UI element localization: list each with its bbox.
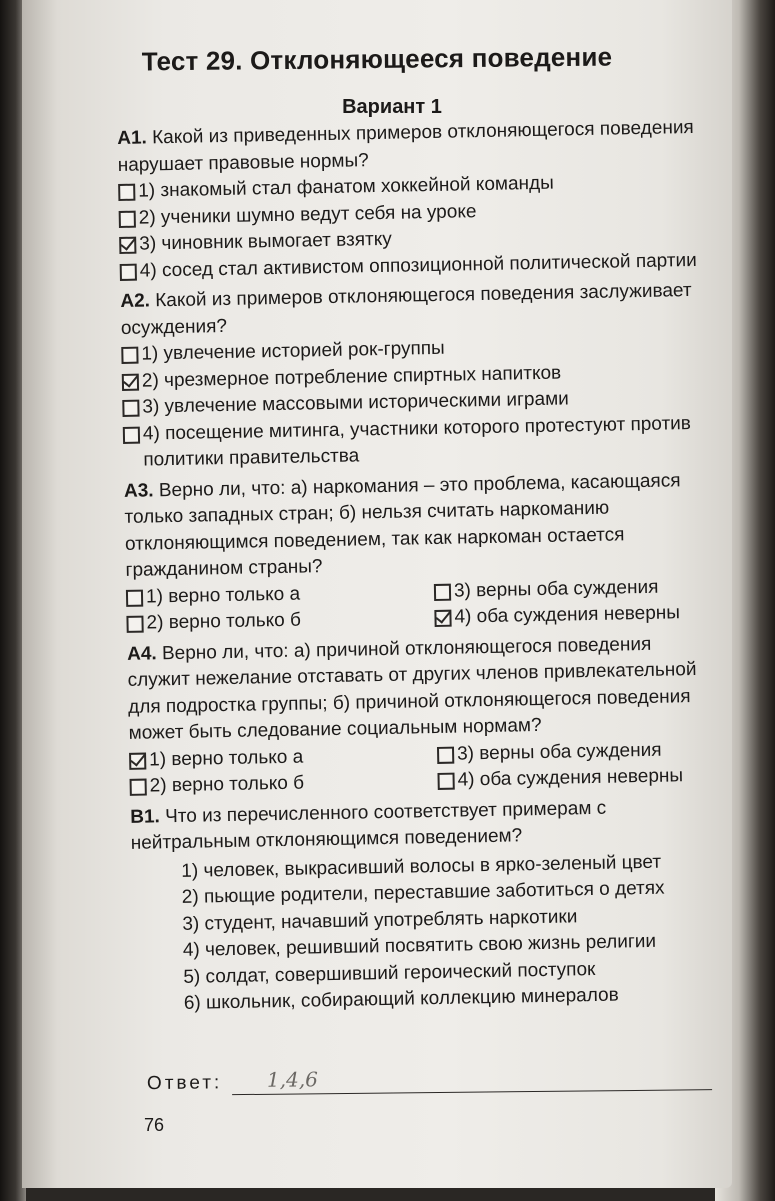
book-page <box>22 0 732 1188</box>
question-b1 <box>130 793 724 1018</box>
option-3[interactable]: 3) верны оба суждения <box>437 736 707 768</box>
checkbox[interactable] <box>437 773 454 790</box>
question-text: Какой из примеров отклоняющегося поведения заслуживает осуждения? <box>120 280 692 339</box>
checkbox[interactable] <box>434 583 451 600</box>
option-2[interactable]: 2) верно только б <box>126 605 426 637</box>
variant-heading: Вариант 1 <box>342 96 442 118</box>
checkbox[interactable] <box>437 746 454 763</box>
options-grid <box>126 573 717 637</box>
list-item: 4) человек, решивший посвятить свою жизнь религии <box>182 930 657 961</box>
option-4[interactable]: 4) посещение митинга, участники которого протестуют против политики правительства <box>123 410 714 474</box>
option-4[interactable]: 4) оба суждения неверны <box>437 763 707 795</box>
checkbox-checked[interactable] <box>129 752 146 769</box>
list-item: 5) солдат, совершивший героический поступок <box>183 958 596 988</box>
question-number: А4. <box>126 642 157 665</box>
list-item: 1) человек, выкрасивший волосы в ярко-зеленый цвет <box>181 851 662 882</box>
question-a1 <box>117 115 710 285</box>
checkbox[interactable] <box>118 184 135 201</box>
options-grid <box>129 736 720 800</box>
options-list <box>121 331 713 475</box>
checkbox[interactable] <box>121 347 138 364</box>
question-a3 <box>124 467 717 637</box>
question-number: А2. <box>120 290 151 312</box>
option-2[interactable]: 2) верно только б <box>129 768 429 800</box>
question-number: А3. <box>123 479 154 502</box>
option-2[interactable]: 2) ученики шумно ведут себя на уроке <box>119 194 709 232</box>
option-1[interactable]: 1) верно только а <box>126 579 426 611</box>
list-item: 3) студент, начавший употреблять наркотики <box>182 905 578 935</box>
option-3[interactable]: 3) увлечение массовыми историческими играми <box>122 384 712 422</box>
option-1[interactable]: 1) верно только а <box>129 742 429 774</box>
question-text: Что из перечисленного соответствует примерам с нейтральным отклоняющимся поведением? <box>130 797 607 854</box>
question-a4 <box>127 630 720 800</box>
option-4[interactable]: 4) сосед стал активистом оппозиционной политической партии <box>120 247 710 285</box>
option-3[interactable]: 3) верны оба суждения <box>434 573 704 605</box>
test-title: Тест 29. Отклоняющееся поведение <box>141 41 613 77</box>
question-number: А1. <box>117 127 148 149</box>
question-text: Верно ли, что: а) причиной отклоняющегося поведения служит нежелание отставать от других членов привлекательной для подростка группы; б) причиной отклоняющегося поведения может быть следование социальным нормам? <box>127 633 697 744</box>
option-3[interactable]: 3) чиновник вымогает взятку <box>119 221 709 259</box>
checkbox-checked[interactable] <box>122 373 139 390</box>
checkbox-checked[interactable] <box>434 610 451 627</box>
question-text: Какой из приведенных примеров отклоняющегося поведения нарушает правовые нормы? <box>117 116 694 176</box>
answer-label: Ответ: <box>146 1072 223 1095</box>
checkbox[interactable] <box>126 589 143 606</box>
checkbox[interactable] <box>120 263 137 280</box>
option-1[interactable]: 1) увлечение историей рок-группы <box>121 331 711 369</box>
checkbox-checked[interactable] <box>119 237 136 254</box>
checkbox[interactable] <box>119 210 136 227</box>
option-4[interactable]: 4) оба суждения неверны <box>434 600 704 632</box>
option-2[interactable]: 2) чрезмерное потребление спиртных напитков <box>122 357 712 395</box>
options-list <box>181 848 724 1017</box>
list-item: 2) пьющие родители, переставшие заботиться о детях <box>181 877 665 908</box>
page-number: 76 <box>144 1115 165 1135</box>
list-item: 6) школьник, собирающий коллекцию минералов <box>183 984 619 1014</box>
options-list <box>118 168 710 285</box>
question-text: Верно ли, что: а) наркомания – это проблема, касающаяся только западных стран; б) нельзя считать наркоманию отклоняющимся поведением, так как наркоман остается гражданином страны? <box>124 469 681 581</box>
question-number: В1. <box>130 805 161 828</box>
option-1[interactable]: 1) знакомый стал фанатом хоккейной команды <box>118 168 708 206</box>
checkbox[interactable] <box>122 400 139 417</box>
answer-field[interactable]: 1,4,6 <box>266 1067 318 1092</box>
checkbox[interactable] <box>130 779 147 796</box>
checkbox[interactable] <box>123 426 140 443</box>
question-a2 <box>120 278 713 475</box>
checkbox[interactable] <box>126 616 143 633</box>
test-content <box>117 115 724 1019</box>
answer-row <box>147 1063 732 1103</box>
